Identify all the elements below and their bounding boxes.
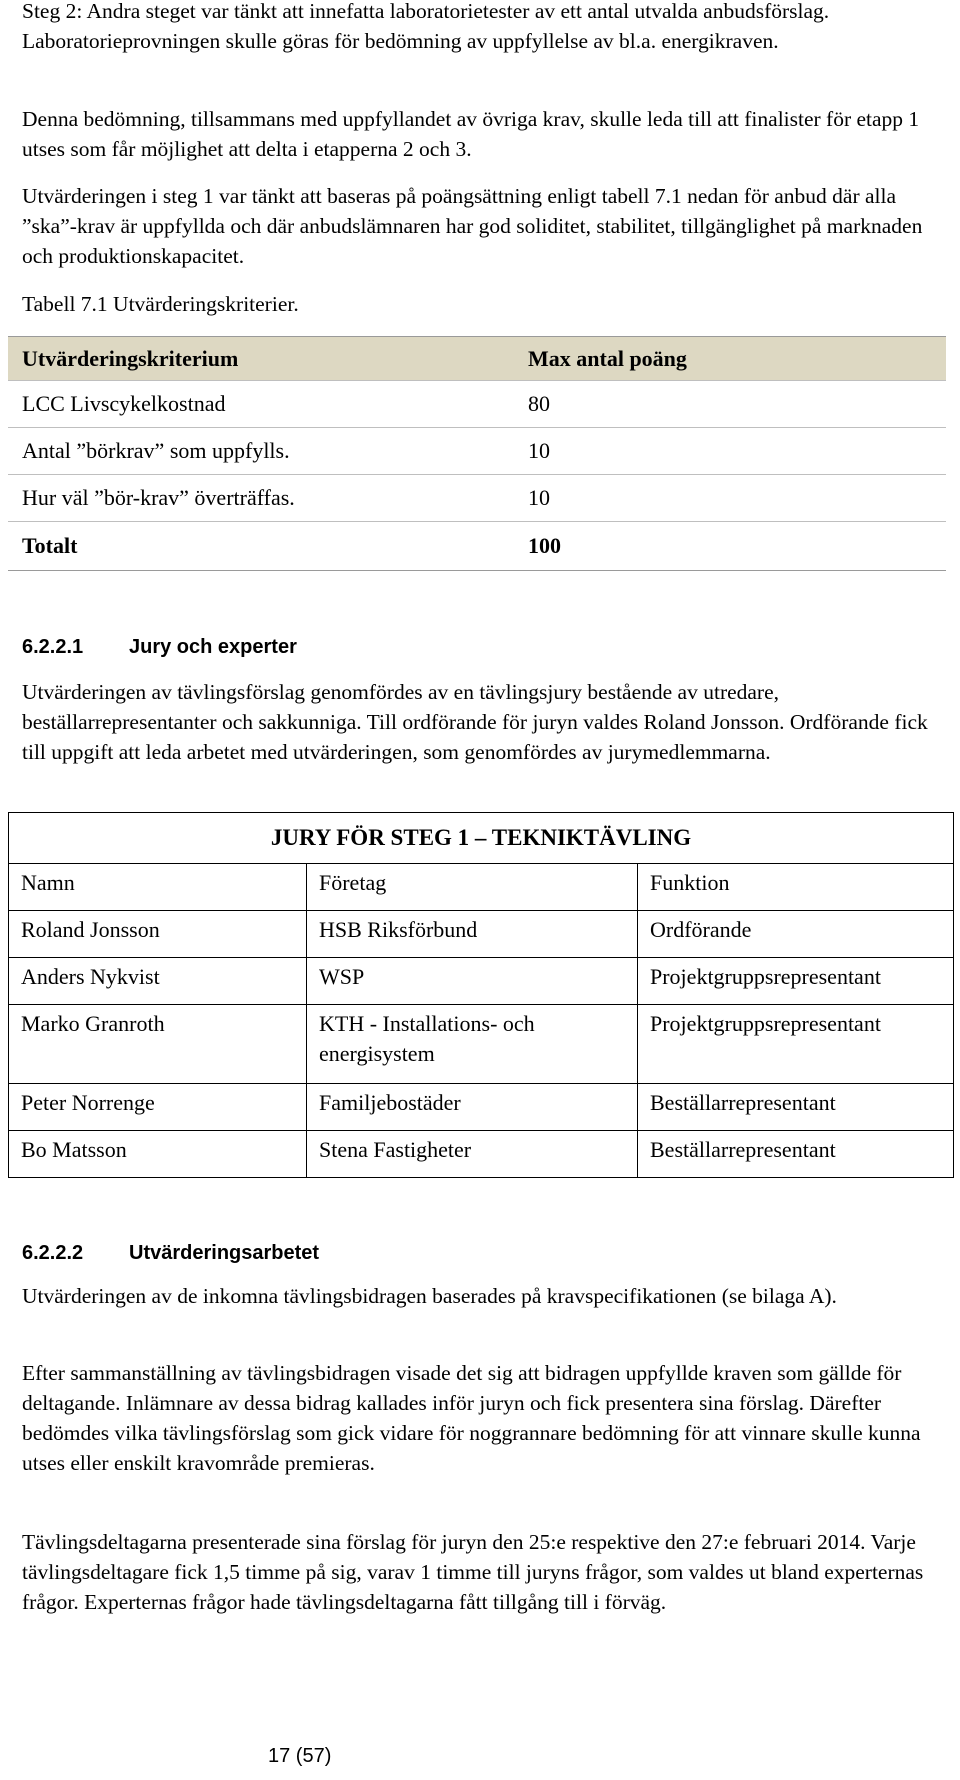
section-title: Utvärderingsarbetet (129, 1242, 320, 1264)
paragraph-jury: Utvärderingen av tävlingsförslag genomfördes av en tävlingsjury bestående av utredare, beställarrepresentanter och sakkunniga. Till ordförande för juryn valdes Roland Jonsson. Ordförande fick till uppgift att leda arbetet med utvärderingen, som genomfördes av jurymedlemmarna. (22, 680, 928, 764)
section-heading-jury (22, 636, 297, 659)
criteria-header-criterion: Utvärderingskriterium (8, 337, 514, 381)
criteria-header-points: Max antal poäng (514, 337, 946, 381)
table-row (8, 475, 946, 522)
total-value: 100 (514, 522, 946, 571)
criteria-table (8, 336, 946, 571)
paragraph-arbete-2: Efter sammanställning av tävlingsbidragen visade det sig att bidragen uppfyllde kraven som gällde för deltagande. Inlämnare av dessa bidrag kallades inför juryn och fick presentera sina förslag. Därefter bedömdes vilka tävlingsförslag som gick vidare för noggrannare bedömning för att vinnare skulle kunna utses eller enskilt kravområde premieras. (22, 1361, 921, 1475)
jury-name: Marko Granroth (9, 1005, 307, 1084)
jury-header-name: Namn (9, 864, 307, 911)
jury-company: Familjebostäder (307, 1084, 638, 1131)
criteria-header-row (8, 337, 946, 381)
table-row (9, 958, 954, 1005)
jury-name: Peter Norrenge (9, 1084, 307, 1131)
table-caption: Tabell 7.1 Utvärderingskriterier. (22, 292, 299, 316)
points-cell: 10 (514, 428, 946, 475)
section-heading-arbete (22, 1242, 319, 1265)
paragraph-steg2: Steg 2: Andra steget var tänkt att innefatta laboratorietester av ett antal utvalda anbudsförslag. Laboratorieprovningen skulle göras för bedömning av uppfyllelse av bl.a. energikraven. (22, 0, 830, 53)
jury-company: HSB Riksförbund (307, 911, 638, 958)
table-row (9, 1131, 954, 1178)
section-title: Jury och experter (129, 636, 297, 658)
jury-header-company: Företag (307, 864, 638, 911)
criteria-cell: LCC Livscykelkostnad (8, 381, 514, 428)
criteria-total-row (8, 522, 946, 571)
paragraph-utvardering-steg1: Utvärderingen i steg 1 var tänkt att baseras på poängsättning enligt tabell 7.1 nedan för anbud där alla ”ska”-krav är uppfyllda och där anbudslämnaren har god soliditet, stabilitet, tillgänglighet på marknaden och produktionskapacitet. (22, 184, 923, 268)
page-number: 17 (57) (268, 1745, 332, 1767)
paragraph-arbete-1: Utvärderingen av de inkomna tävlingsbidragen baserades på kravspecifikationen (se bilaga A). (22, 1284, 837, 1308)
paragraph-arbete-3: Tävlingsdeltagarna presenterade sina förslag för juryn den 25:e respektive den 27:e februari 2014. Varje tävlingsdeltagare fick 1,5 timme på sig, varav 1 timme till juryns frågor, som valdes ut bland experternas frågor. Experternas frågor hade tävlingsdeltagarna fått tillgång till i förväg. (22, 1530, 924, 1614)
table-row (8, 381, 946, 428)
jury-function: Beställarrepresentant (638, 1131, 954, 1178)
jury-header-row (9, 864, 954, 911)
section-number: 6.2.2.1 (22, 636, 84, 658)
jury-company: WSP (307, 958, 638, 1005)
jury-table-title: JURY FÖR STEG 1 – TEKNIKTÄVLING (9, 813, 954, 864)
jury-header-function: Funktion (638, 864, 954, 911)
criteria-cell: Antal ”börkrav” som uppfylls. (8, 428, 514, 475)
jury-name: Bo Matsson (9, 1131, 307, 1178)
jury-function: Projektgruppsrepresentant (638, 1005, 954, 1084)
jury-table (8, 812, 954, 1178)
table-row (9, 911, 954, 958)
paragraph-finalister: Denna bedömning, tillsammans med uppfyllandet av övriga krav, skulle leda till att finalister för etapp 1 utses som får möjlighet att delta i etapperna 2 och 3. (22, 107, 920, 161)
jury-name: Roland Jonsson (9, 911, 307, 958)
points-cell: 10 (514, 475, 946, 522)
total-label: Totalt (8, 522, 514, 571)
jury-function: Beställarrepresentant (638, 1084, 954, 1131)
points-cell: 80 (514, 381, 946, 428)
jury-company: Stena Fastigheter (307, 1131, 638, 1178)
jury-name: Anders Nykvist (9, 958, 307, 1005)
criteria-cell: Hur väl ”bör-krav” överträffas. (8, 475, 514, 522)
jury-function: Ordförande (638, 911, 954, 958)
section-number: 6.2.2.2 (22, 1242, 84, 1264)
table-row (8, 428, 946, 475)
table-row (9, 1084, 954, 1131)
jury-function: Projektgruppsrepresentant (638, 958, 954, 1005)
table-row (9, 1005, 954, 1084)
jury-company: KTH - Installations- och energisystem (307, 1005, 638, 1084)
